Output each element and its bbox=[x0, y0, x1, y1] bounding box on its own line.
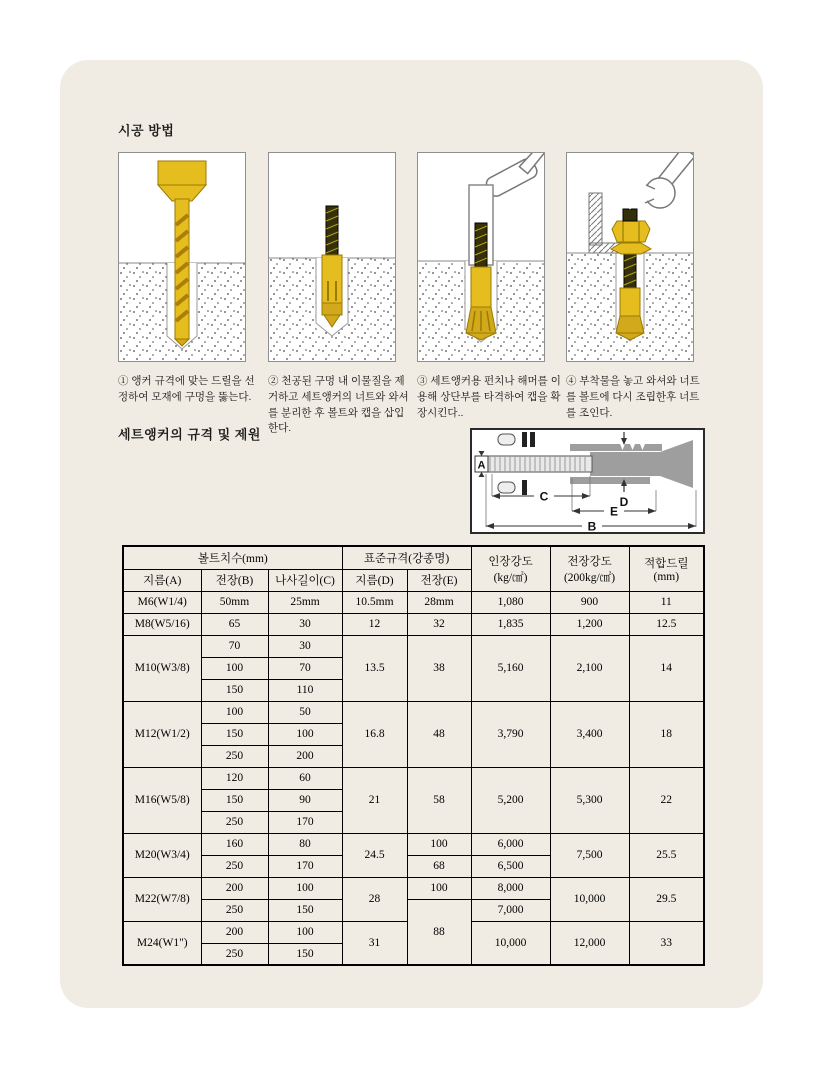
header-col-a: 지름(A) bbox=[123, 569, 201, 591]
wrench-icon bbox=[631, 153, 693, 208]
step-2-caption: ② 천공된 구멍 내 이물질을 제거하고 세트앵커의 너트와 와셔를 분리한 후 볼트와 캡을 삽입한다. bbox=[268, 375, 409, 435]
table-row: M12(W1/2) 100 50 16.8 48 3,790 3,400 18 bbox=[123, 701, 704, 723]
step-3-illustration bbox=[417, 152, 545, 362]
spec-section-title: 세트앵커의 규격 및 제원 bbox=[118, 427, 261, 442]
table-row: 150 100 bbox=[123, 723, 704, 745]
header-std-spec: 표준규격(강종명) bbox=[342, 546, 471, 569]
dim-label-d: D bbox=[619, 495, 629, 509]
table-row: 250 200 bbox=[123, 745, 704, 767]
step-1-illustration bbox=[118, 152, 246, 362]
step-3-caption: ③ 세트앵커용 펀치나 해머를 이용해 상단부를 타격하여 캡을 확장시킨다.. bbox=[417, 375, 561, 419]
table-row: M6(W1/4) 50mm 25mm 10.5mm 28mm 1,080 900 11 bbox=[123, 591, 704, 613]
table-row: 150 110 bbox=[123, 679, 704, 701]
table-row: 250 170 68 6,500 bbox=[123, 855, 704, 877]
anchor-insert-icon bbox=[269, 153, 395, 361]
header-tensile: 인장강도 (kg/㎠) bbox=[471, 546, 550, 591]
table-row: 250 170 bbox=[123, 811, 704, 833]
table-row: 250 150 bbox=[123, 943, 704, 965]
table-row: 250 150 88 7,000 bbox=[123, 899, 704, 921]
step-1-caption: ① 앵커 규격에 맞는 드릴을 선정하여 모재에 구멍을 뚫는다. bbox=[118, 375, 255, 403]
header-bolt-dims: 볼트치수(mm) bbox=[123, 546, 342, 569]
header-drill: 적합드릴 (mm) bbox=[629, 546, 704, 591]
table-row: M22(W7/8) 200 100 28 100 8,000 10,000 29.5 bbox=[123, 877, 704, 899]
dim-label-c: C bbox=[539, 489, 549, 504]
step-4-illustration bbox=[566, 152, 694, 362]
table-row: M8(W5/16) 65 30 12 32 1,835 1,200 12.5 bbox=[123, 613, 704, 635]
spec-table bbox=[122, 545, 705, 966]
table-row: M10(W3/8) 70 30 13.5 38 5,160 2,100 14 bbox=[123, 635, 704, 657]
table-row: M24(W1") 200 100 31 10,000 12,000 33 bbox=[123, 921, 704, 943]
hammer-strike-icon bbox=[418, 153, 544, 361]
wrench-tighten-icon bbox=[567, 153, 693, 361]
header-col-b: 전장(B) bbox=[201, 569, 268, 591]
header-col-c: 나사길이(C) bbox=[268, 569, 342, 591]
table-row: M20(W3/4) 160 80 24.5 100 6,000 7,500 25.5 bbox=[123, 833, 704, 855]
table-row: 100 70 bbox=[123, 657, 704, 679]
step-4-caption: ④ 부착물을 놓고 와셔와 너트를 볼트에 다시 조립한후 너트를 조인다. bbox=[566, 375, 700, 419]
header-col-e: 전장(E) bbox=[407, 569, 471, 591]
table-row: 150 90 bbox=[123, 789, 704, 811]
anchor-diagram-drawing bbox=[472, 430, 703, 532]
drill-icon bbox=[119, 153, 245, 361]
table-row: M16(W5/8) 120 60 21 58 5,200 5,300 22 bbox=[123, 767, 704, 789]
header-col-d: 지름(D) bbox=[342, 569, 407, 591]
anchor-dimension-diagram bbox=[470, 428, 705, 534]
dim-label-a: A bbox=[477, 459, 486, 472]
installation-method-title: 시공 방법 bbox=[118, 123, 175, 138]
header-shear: 전장강도 (200kg/㎠) bbox=[550, 546, 629, 591]
step-2-illustration bbox=[268, 152, 396, 362]
table-header-row-1 bbox=[123, 546, 704, 569]
dim-label-e: E bbox=[609, 504, 619, 519]
dim-label-b: B bbox=[587, 519, 597, 532]
